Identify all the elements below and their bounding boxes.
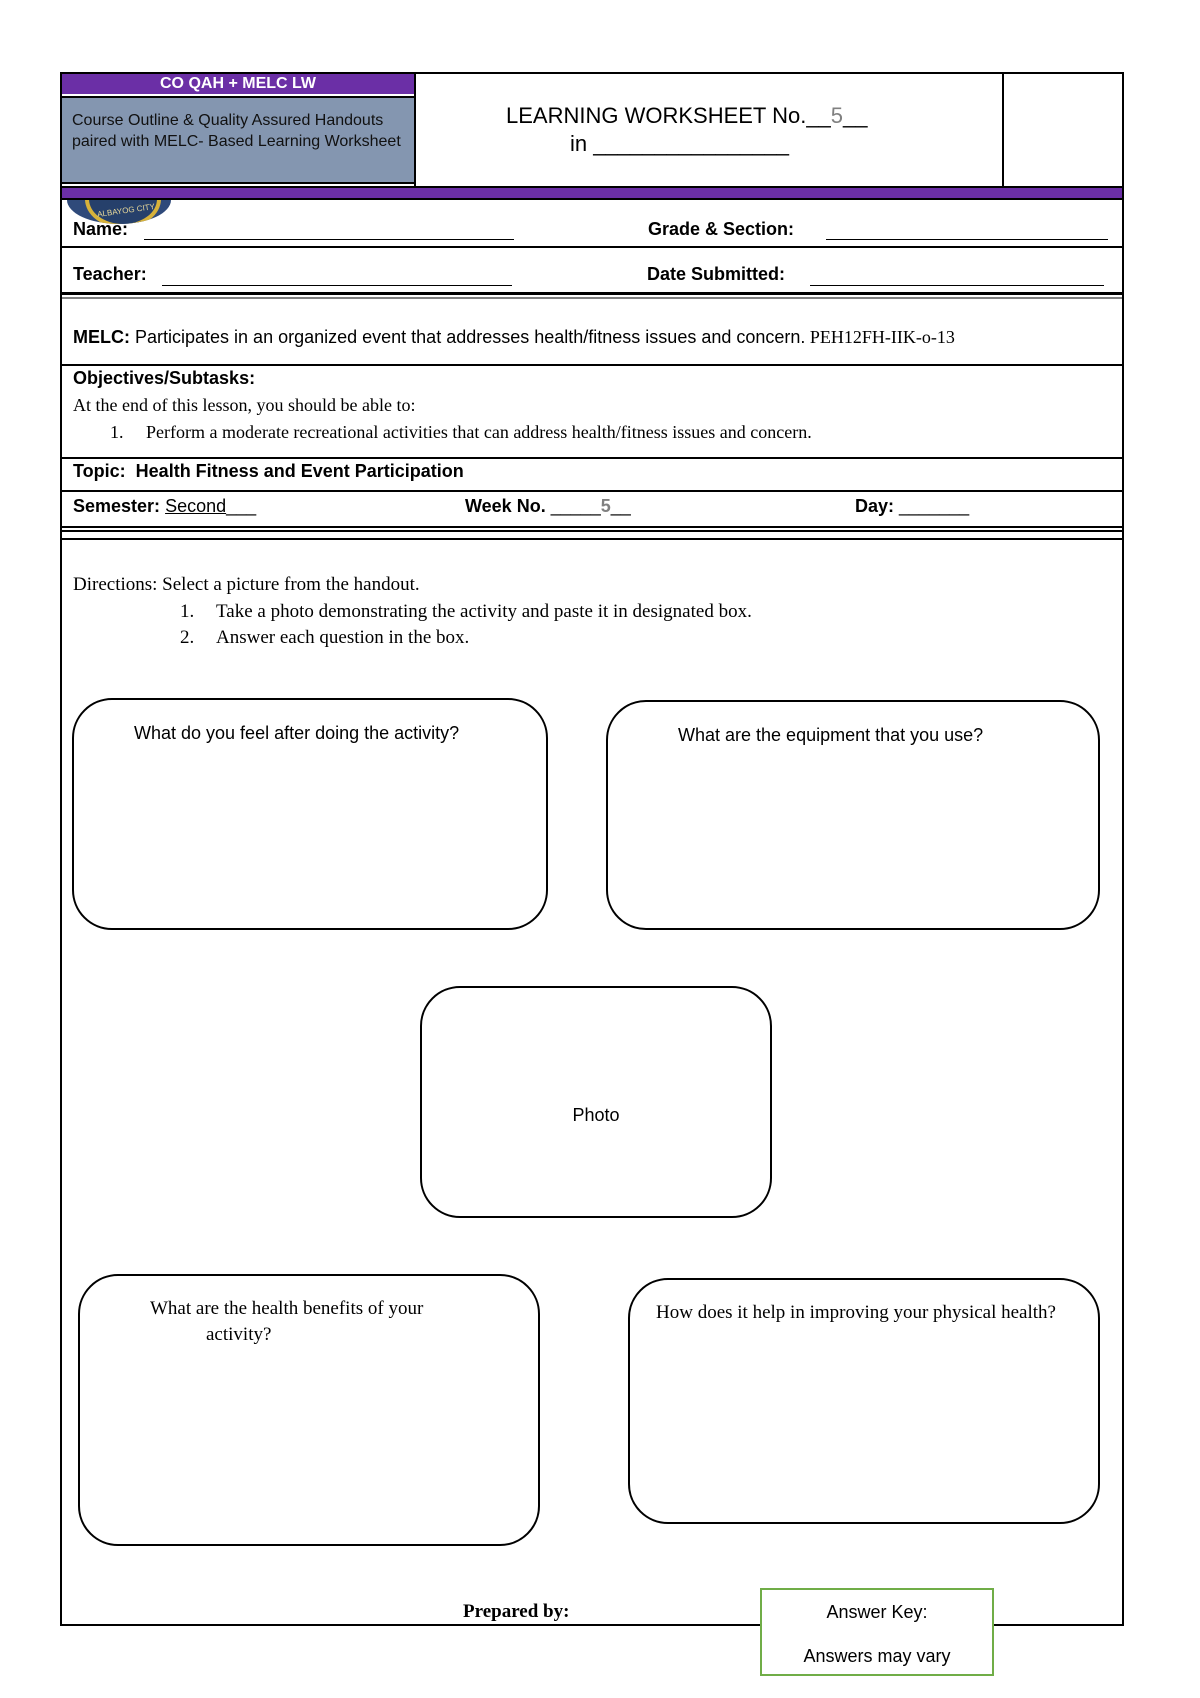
direction-step: 2. Answer each question in the box. [180,627,470,648]
direction-step: 1. Take a photo demonstrating the activity and paste it in designated box. [180,601,752,622]
melc-label: MELC: [73,327,130,347]
divider [62,457,1122,459]
name-field[interactable] [144,220,514,240]
semester-label: Semester: [73,496,161,516]
header-divider [414,72,416,186]
divider [62,526,1122,532]
directions-intro: Directions: Select a picture from the handout. [73,574,420,595]
day-value: _______ [899,496,970,516]
header-subtitle: Course Outline & Quality Assured Handouts paired with MELC- Based Learning Worksheet [72,112,401,150]
equipment-question: What are the equipment that you use? [678,725,984,745]
topic-label: Topic: [73,461,126,481]
photo-box[interactable] [420,986,772,1218]
teacher-label: Teacher: [73,264,147,284]
answer-key-label: Answer Key: [826,1602,928,1622]
week-lead: _____ [550,496,601,516]
week-trail: __ [610,496,631,516]
benefits-question-line1: What are the health benefits of your [150,1298,424,1319]
improve-answer-box[interactable] [628,1278,1100,1524]
objectives-label: Objectives/Subtasks: [73,368,256,388]
divider [62,490,1122,492]
answer-key-box [760,1588,994,1676]
topic-row [73,461,464,482]
date-submitted-label: Date Submitted: [647,264,786,284]
direction-step-text: Answer each question in the box. [216,627,470,648]
objective-item-text: Perform a moderate recreational activities that can address health/fitness issues and concern. [146,422,812,442]
direction-step-text: Take a photo demonstrating the activity and paste it in designated box. [216,601,752,622]
semester-trail: ___ [226,496,257,516]
header-divider [1002,72,1004,186]
photo-label: Photo [572,1105,620,1125]
worksheet-number: 5 [830,103,844,128]
header-banner: CO QAH + MELC LW [62,74,414,94]
grade-section-label: Grade & Section: [648,219,795,239]
topic-value: Health Fitness and Event Participation [135,461,464,481]
week-value: 5 [600,496,611,516]
benefits-question-line2: activity? [206,1324,272,1345]
title-prefix: LEARNING WORKSHEET No.__ [506,103,831,128]
benefits-answer-box[interactable] [78,1274,540,1546]
divider [62,246,1122,248]
header-subtitle-box [62,96,414,184]
day-label: Day: [855,496,895,516]
day-row [855,496,969,517]
semester-value: Second [165,496,227,516]
feel-answer-box[interactable] [72,698,548,930]
objective-item: 1. Perform a moderate recreational activities that can address health/fitness issues and concern. [110,422,812,442]
prepared-by-label: Prepared by: [463,1601,570,1622]
equipment-answer-box[interactable] [606,700,1100,930]
improve-question: How does it help in improving your physical health? [656,1302,1056,1323]
melc-row [73,327,955,348]
objectives-intro: At the end of this lesson, you should be able to: [73,395,416,415]
week-row [465,496,631,517]
date-submitted-field[interactable] [810,266,1104,286]
divider [62,538,1122,540]
title-suffix: __ [843,103,868,128]
melc-text: Participates in an organized event that addresses health/fitness issues and concern. [130,327,806,347]
teacher-field[interactable] [162,266,512,286]
melc-code: PEH12FH-IIK-o-13 [805,327,955,347]
school-seal-logo: ALBAYOG CITY [67,200,171,224]
subject-line: in ________________ [570,131,790,156]
answer-key-value: Answers may vary [803,1646,951,1666]
semester-row [73,496,256,517]
header-purple-bar [62,186,1122,200]
name-label: Name: [73,219,129,239]
divider [62,364,1122,366]
divider [62,292,1122,299]
feel-question: What do you feel after doing the activity? [134,723,460,743]
week-label: Week No. [465,496,546,516]
grade-section-field[interactable] [826,220,1108,240]
